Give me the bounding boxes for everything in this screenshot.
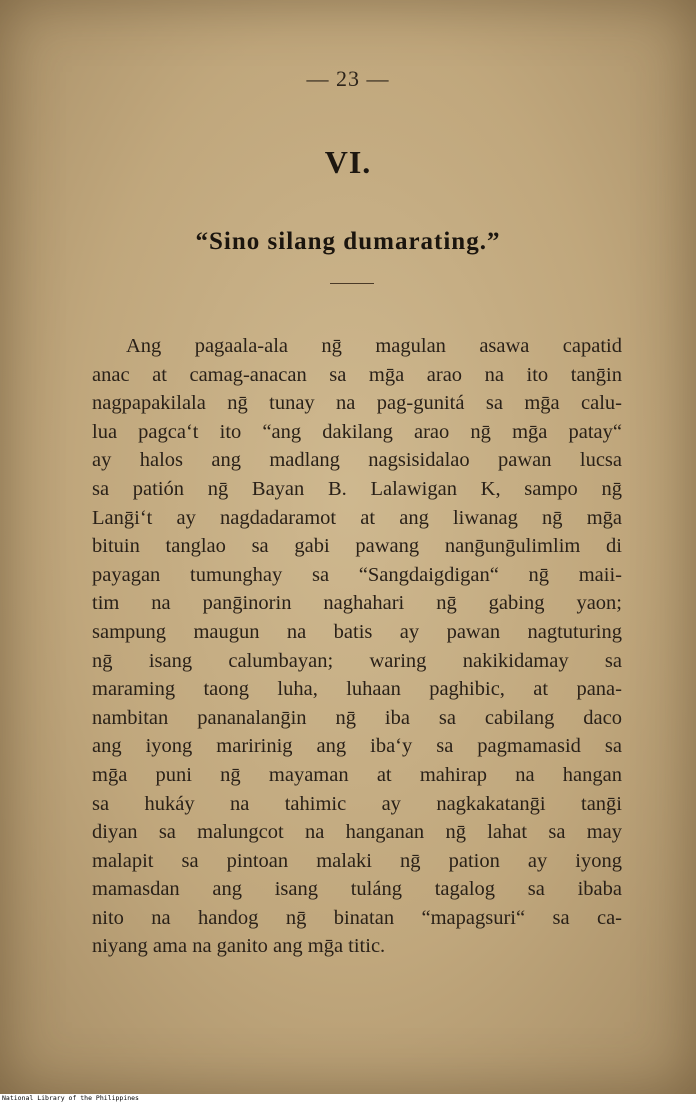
text-line: Ang pagaala-ala nḡ magulan asawa capatid bbox=[126, 335, 622, 357]
text-line: payagan tumunghay sa “Sangdaigdigan“ nḡ maii- bbox=[92, 563, 622, 586]
text-line: maraming taong luha, luhaan paghibic, at pana- bbox=[92, 678, 622, 701]
text-line: tim na panḡinorin naghahari nḡ gabing yaon; bbox=[92, 592, 622, 615]
text-line: ay halos ang madlang nagsisidalao pawan lucsa bbox=[92, 449, 622, 472]
text-line: nḡ isang calumbayan; waring nakikidamay sa bbox=[92, 649, 622, 672]
body-paragraph bbox=[92, 332, 622, 961]
text-line: mḡa puni nḡ mayaman at mahirap na hangan bbox=[92, 763, 622, 786]
text-line: malapit sa pintoan malaki nḡ pation ay iyong bbox=[92, 849, 622, 872]
text-line: nagpapakilala nḡ tunay na pag-gunitá sa mḡa calu- bbox=[92, 392, 622, 415]
section-title: “Sino silang dumarating.” bbox=[195, 228, 501, 255]
text-line: sampung maugun na batis ay pawan nagtuturing bbox=[92, 620, 622, 643]
text-line: diyan sa malungcot na hanganan nḡ lahat sa may bbox=[92, 821, 622, 844]
text-line: ang iyong maririnig ang iba‘y sa pagmamasid sa bbox=[92, 735, 622, 758]
text-line: mamasdan ang isang tuláng tagalog sa ibaba bbox=[92, 878, 622, 901]
text-line: Lanḡi‘t ay nagdadaramot at ang liwanag nḡ mḡa bbox=[92, 506, 622, 529]
text-line: nito na handog nḡ binatan “mapagsuri“ sa ca- bbox=[92, 906, 622, 929]
text-line: sa hukáy na tahimic ay nagkakatanḡi tanḡi bbox=[92, 792, 622, 815]
text-line: lua pagca‘t ito “ang dakilang arao nḡ mḡa patay“ bbox=[92, 420, 622, 443]
text-line: anac at camag-anacan sa mḡa arao na ito tanḡin bbox=[92, 363, 622, 386]
text-line: sa patión nḡ Bayan B. Lalawigan K, sampo nḡ bbox=[92, 477, 622, 500]
page-number: — 23 — bbox=[306, 66, 390, 91]
library-footer: National Library of the Philippines bbox=[2, 1094, 139, 1102]
chapter-heading: VI. bbox=[324, 144, 372, 180]
text-line: bituin tanglao sa gabi pawang nanḡunḡulimlim di bbox=[92, 535, 622, 558]
title-divider bbox=[330, 283, 374, 284]
text-line: niyang ama na ganito ang mḡa titic. bbox=[92, 935, 386, 958]
text-line: nambitan pananalanḡin nḡ iba sa cabilang daco bbox=[92, 706, 622, 729]
